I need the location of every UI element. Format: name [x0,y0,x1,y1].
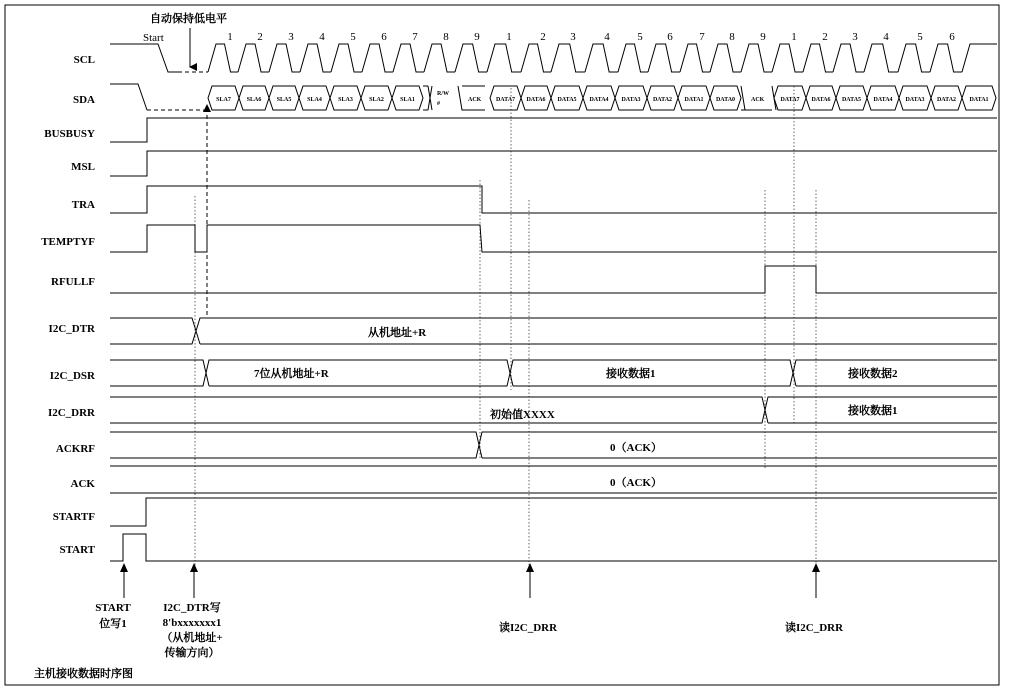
start-waveform [110,534,997,561]
scl-cycle-number: 2 [822,31,828,43]
scl-cycle-number: 6 [381,31,387,43]
scl-cycle-number: 7 [699,31,705,43]
sda-ack-label-2: ACK [751,97,765,103]
signal-label-temptyf: TEMPTYF [41,236,95,248]
scl-cycle-number: 3 [852,31,858,43]
scl-cycle-number: 5 [350,31,356,43]
sda-cell-label: DATA3 [905,97,925,103]
start-write-arrowhead [120,563,128,572]
sda-cell-label: DATA4 [873,97,893,103]
sda-cell-label: DATA6 [526,97,546,103]
sda-cells [208,86,996,110]
read-drr-arrowhead-2 [812,563,820,572]
scl-cycle-number: 5 [917,31,923,43]
hold-low-note: 自动保持低电平 [150,13,227,25]
sda-cell-label: SLA1 [400,97,415,103]
ack-bus [110,466,997,493]
ack-value: 0（ACK） [610,477,662,489]
signal-label-ack: ACK [70,478,95,490]
sda-cell-label: DATA0 [715,97,736,103]
start-write-note-line1: START [95,602,131,614]
sda-line-start [110,84,147,110]
scl-cycle-number: 5 [637,31,643,43]
ackrf-value: 0（ACK） [610,442,662,454]
read-drr-note-1: 读I2C_DRR [498,622,558,634]
scl-cycle-number: 1 [227,31,233,43]
dtr-write-note-line1: I2C_DTR写 [163,602,221,614]
signal-label-i2c-drr: I2C_DRR [47,407,95,419]
scl-cycle-number: 1 [506,31,512,43]
sda-cell-label: SLA7 [216,97,231,103]
read-drr-arrowhead-1 [526,563,534,572]
sda-rw-hash: # [437,101,440,107]
signal-label-sda: SDA [72,94,95,106]
signal-label-start: START [59,544,95,556]
sda-cell-label: SLA2 [369,97,384,103]
i2c-dsr-data2-value: 接收数据2 [848,368,898,380]
signal-label-tra: TRA [71,199,95,211]
temptyf-waveform [110,225,997,252]
scl-cycle-number: 2 [257,31,263,43]
ackrf-bus [110,432,997,458]
i2c-dsr-addr-value: 7位从机地址+R [254,368,329,380]
scl-waveform [110,44,997,72]
signal-label-ackrf: ACKRF [55,443,95,455]
diagram-caption: 主机接收数据时序图 [34,668,133,680]
signal-label-i2c-dtr: I2C_DTR [48,323,95,335]
sda-cell-label: DATA2 [936,97,957,103]
sda-cell-label: DATA1 [969,97,989,103]
sda-cell-label: SLA3 [338,97,353,103]
scl-cycle-number: 8 [443,31,449,43]
signal-label-msl: MSL [71,161,95,173]
sda-rw-label: R/W [437,91,449,97]
signal-label-startf: STARTF [52,511,95,523]
scl-clock-pulses [208,44,997,72]
scl-cycle-number: 3 [288,31,294,43]
dtr-write-arrowhead [190,563,198,572]
start-condition-label: Start [143,32,164,44]
diagram-frame [5,5,999,685]
sda-cell-label: DATA3 [621,97,641,103]
sda-cell-label: DATA4 [589,97,609,103]
scl-cycle-number: 1 [791,31,797,43]
scl-cycle-number: 2 [540,31,546,43]
startf-waveform [110,498,997,526]
sda-cell-label: DATA6 [811,97,831,103]
sda-cell-label: DATA7 [780,97,800,103]
i2c-drr-data1-value: 接收数据1 [848,405,898,417]
i2c-dsr-data1-value: 接收数据1 [606,368,656,380]
scl-cycle-number: 9 [474,31,480,43]
scl-cycle-number: 4 [604,31,610,43]
i2c-drr-init-value: 初始值XXXX [490,409,555,421]
dtr-write-note-line4: 传输方向） [164,647,220,659]
start-write-note-line2: 位写1 [99,618,127,630]
sda-cell-label: SLA6 [246,97,262,103]
sda-cell-label: SLA4 [307,97,322,103]
sda-cell-label: DATA2 [652,97,673,103]
dtr-write-note-line2: 8'bxxxxxxx1 [162,617,222,629]
sda-cell-label: SLA5 [276,97,292,103]
sda-cell-label: DATA1 [684,97,704,103]
tra-waveform [110,186,997,213]
msl-waveform [110,151,997,176]
sda-cell-label: DATA5 [841,97,862,103]
scl-cycle-number: 6 [667,31,673,43]
sda-cell-label: DATA7 [495,97,516,103]
signal-labels [41,54,96,556]
scl-cycle-number: 4 [883,31,889,43]
sda-waveform [110,84,996,110]
dtr-write-note-line3: （从机地址+ [161,632,223,644]
rfullf-waveform [110,266,997,293]
signal-label-rfullf: RFULLF [51,276,95,288]
read-drr-note-2: 读I2C_DRR [784,622,844,634]
scl-cycle-number: 8 [729,31,735,43]
dtr-to-sda-arrowhead [203,104,211,112]
sda-cell-label: DATA5 [557,97,577,103]
scl-line-start [110,44,178,72]
signal-label-busbusy: BUSBUSY [44,128,95,140]
i2c-dtr-bus [110,318,997,344]
i2c-dtr-value: 从机地址+R [368,327,427,339]
sda-ack-label-1: ACK [468,97,482,103]
signal-label-i2c-dsr: I2C_DSR [49,370,95,382]
scl-cycle-number: 9 [760,31,766,43]
scl-cycle-number: 6 [949,31,955,43]
scl-cycle-number: 3 [570,31,576,43]
signal-label-scl: SCL [73,54,95,66]
scl-cycle-number: 7 [412,31,418,43]
busbusy-waveform [110,118,997,142]
scl-cycle-number: 4 [319,31,325,43]
scl-cycle-numbers [227,31,955,43]
